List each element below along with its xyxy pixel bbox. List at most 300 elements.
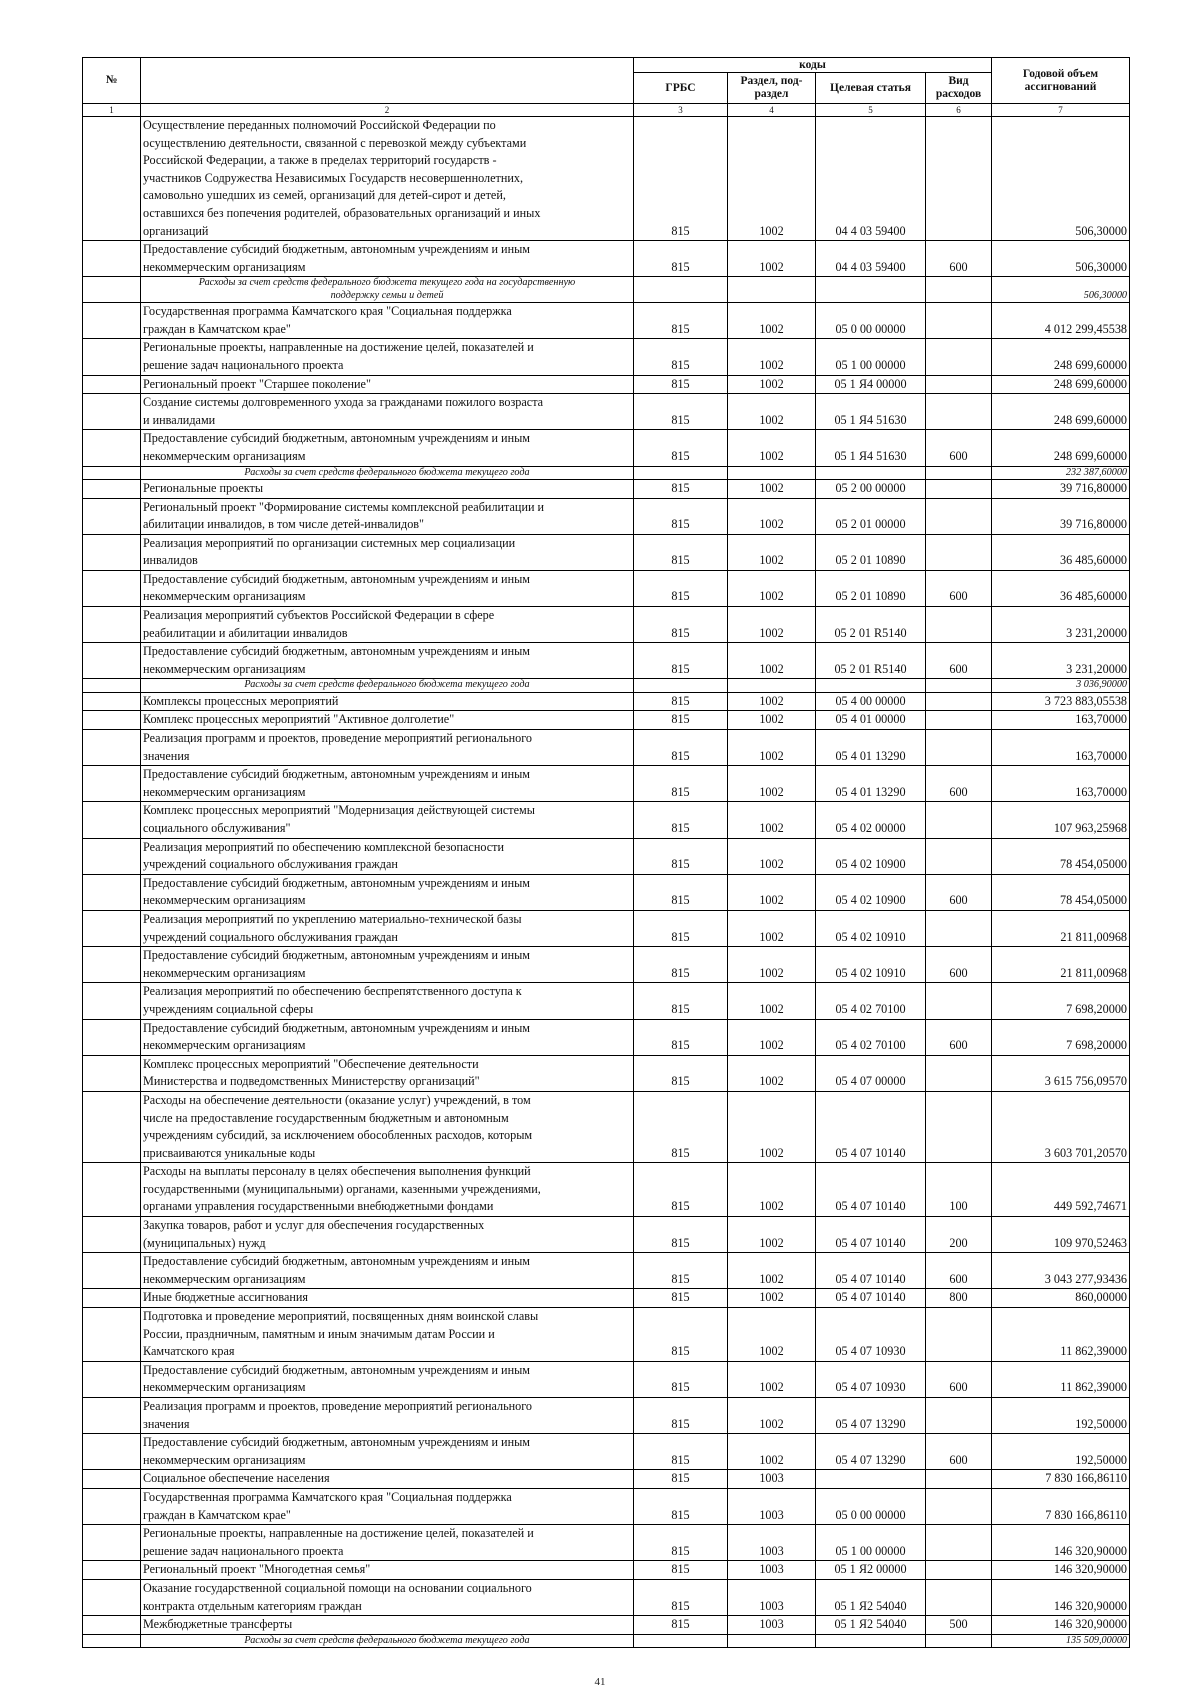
vid-cell — [926, 1398, 992, 1434]
target-cell: 05 2 00 00000 — [816, 479, 926, 498]
amount-cell: 506,30000 — [992, 241, 1130, 277]
num-cell — [83, 1361, 141, 1397]
razdel-cell: 1002 — [728, 766, 816, 802]
column-number: 2 — [141, 104, 634, 117]
razdel-cell: 1003 — [728, 1579, 816, 1615]
target-cell: 05 2 01 R5140 — [816, 643, 926, 679]
name-line: инвалидов — [143, 553, 198, 568]
vid-cell: 600 — [926, 1253, 992, 1289]
vid-cell — [926, 117, 992, 241]
grbs-cell: 815 — [634, 983, 728, 1019]
column-number: 5 — [816, 104, 926, 117]
table-row — [83, 394, 1130, 430]
column-number: 4 — [728, 104, 816, 117]
name-line: некоммерческим организациям — [143, 589, 306, 604]
vid-cell — [926, 303, 992, 339]
table-row — [83, 1289, 1130, 1308]
name-line: Государственная программа Камчатского края "Социальная поддержка — [143, 304, 512, 319]
table-row — [83, 1434, 1130, 1470]
amount-cell: 192,50000 — [992, 1434, 1130, 1470]
column-number: 3 — [634, 104, 728, 117]
target-cell: 05 4 02 10900 — [816, 874, 926, 910]
name-cell — [141, 277, 634, 303]
razdel-cell: 1002 — [728, 479, 816, 498]
target-cell: 05 1 Я2 00000 — [816, 1561, 926, 1580]
num-cell — [83, 430, 141, 466]
grbs-cell: 815 — [634, 339, 728, 375]
name-line: Российской Федерации, а также в пределах территорий государств - — [143, 153, 497, 168]
grbs-cell: 815 — [634, 838, 728, 874]
vid-cell — [926, 1561, 992, 1580]
name-cell — [141, 117, 634, 241]
razdel-cell: 1002 — [728, 430, 816, 466]
name-cell — [141, 1163, 634, 1217]
razdel-cell — [728, 466, 816, 479]
name-cell — [141, 498, 634, 534]
table-row — [83, 692, 1130, 711]
grbs-cell: 815 — [634, 766, 728, 802]
grbs-cell: 815 — [634, 1434, 728, 1470]
name-line: Оказание государственной социальной помощи на основании социального — [143, 1580, 532, 1595]
vid-cell — [926, 466, 992, 479]
name-line: осуществлению деятельности, связанной с перевозкой между субъектами — [143, 135, 527, 150]
grbs-cell: 815 — [634, 1091, 728, 1162]
num-cell — [83, 1525, 141, 1561]
name-line: решение задач национального проекта — [143, 1543, 344, 1558]
razdel-cell: 1002 — [728, 339, 816, 375]
name-line: Комплекс процессных мероприятий "Обеспечение деятельности — [143, 1056, 479, 1071]
name-line: Расходы на обеспечение деятельности (оказание услуг) учреждений, в том — [143, 1092, 531, 1107]
header-name — [141, 58, 634, 104]
num-cell — [83, 711, 141, 730]
table-row — [83, 479, 1130, 498]
amount-cell: 109 970,52463 — [992, 1217, 1130, 1253]
name-cell — [141, 692, 634, 711]
amount-cell: 3 231,20000 — [992, 643, 1130, 679]
amount-cell: 449 592,74671 — [992, 1163, 1130, 1217]
name-line: Реализация мероприятий субъектов Российской Федерации в сфере — [143, 608, 495, 623]
num-cell — [83, 117, 141, 241]
num-cell — [83, 838, 141, 874]
name-cell — [141, 1091, 634, 1162]
grbs-cell: 815 — [634, 570, 728, 606]
table-row — [83, 117, 1130, 241]
razdel-cell: 1002 — [728, 838, 816, 874]
target-cell: 05 4 07 10140 — [816, 1163, 926, 1217]
grbs-cell: 815 — [634, 910, 728, 946]
target-cell — [816, 277, 926, 303]
num-cell — [83, 607, 141, 643]
amount-cell: 506,30000 — [992, 117, 1130, 241]
grbs-cell: 815 — [634, 1488, 728, 1524]
grbs-cell: 815 — [634, 692, 728, 711]
razdel-cell: 1002 — [728, 643, 816, 679]
name-line: государственными (муниципальными) органами, казенными учреждениями, — [143, 1181, 541, 1196]
amount-cell: 248 699,60000 — [992, 375, 1130, 394]
header-volume: Годовой объем ассигнований — [992, 58, 1130, 104]
name-cell — [141, 1398, 634, 1434]
name-line: Расходы на выплаты персоналу в целях обеспечения выполнения функций — [143, 1164, 531, 1179]
target-cell: 05 4 07 13290 — [816, 1434, 926, 1470]
name-cell — [141, 1634, 634, 1647]
target-cell: 04 4 03 59400 — [816, 117, 926, 241]
num-cell — [83, 1163, 141, 1217]
name-line: некоммерческим организациям — [143, 893, 306, 908]
razdel-cell: 1002 — [728, 607, 816, 643]
vid-cell — [926, 1091, 992, 1162]
grbs-cell: 815 — [634, 730, 728, 766]
amount-cell: 21 811,00968 — [992, 910, 1130, 946]
grbs-cell: 815 — [634, 711, 728, 730]
num-cell — [83, 1253, 141, 1289]
table-row — [83, 430, 1130, 466]
razdel-cell: 1002 — [728, 303, 816, 339]
amount-cell: 3 043 277,93436 — [992, 1253, 1130, 1289]
target-cell: 05 1 Я4 51630 — [816, 430, 926, 466]
table-row — [83, 947, 1130, 983]
name-line: организаций — [143, 223, 209, 238]
num-cell — [83, 1055, 141, 1091]
name-cell — [141, 874, 634, 910]
name-line: Предоставление субсидий бюджетным, автономным учреждениям и иным — [143, 431, 530, 446]
name-cell — [141, 1308, 634, 1362]
num-cell — [83, 1616, 141, 1635]
grbs-cell: 815 — [634, 1470, 728, 1489]
subtotal-row — [83, 466, 1130, 479]
target-cell: 05 4 07 10140 — [816, 1289, 926, 1308]
razdel-cell: 1003 — [728, 1616, 816, 1635]
num-cell — [83, 766, 141, 802]
grbs-cell: 815 — [634, 117, 728, 241]
amount-cell: 39 716,80000 — [992, 498, 1130, 534]
amount-cell: 192,50000 — [992, 1398, 1130, 1434]
table-row — [83, 1253, 1130, 1289]
vid-cell — [926, 479, 992, 498]
name-cell — [141, 766, 634, 802]
table-row — [83, 1616, 1130, 1635]
name-line: учреждений социального обслуживания граждан — [143, 857, 398, 872]
vid-cell — [926, 802, 992, 838]
target-cell: 05 4 07 00000 — [816, 1055, 926, 1091]
name-line: Предоставление субсидий бюджетным, автономным учреждениям и иным — [143, 644, 530, 659]
amount-cell: 21 811,00968 — [992, 947, 1130, 983]
num-cell — [83, 534, 141, 570]
table-row — [83, 607, 1130, 643]
razdel-cell: 1002 — [728, 1289, 816, 1308]
grbs-cell: 815 — [634, 1361, 728, 1397]
name-line: Расходы за счет средств федерального бюджета текущего года — [244, 679, 530, 691]
grbs-cell: 815 — [634, 1217, 728, 1253]
name-cell — [141, 679, 634, 692]
table-row — [83, 1561, 1130, 1580]
razdel-cell: 1003 — [728, 1470, 816, 1489]
name-line: некоммерческим организациям — [143, 1380, 306, 1395]
razdel-cell: 1002 — [728, 802, 816, 838]
grbs-cell — [634, 277, 728, 303]
razdel-cell: 1002 — [728, 1398, 816, 1434]
name-line: Реализация мероприятий по обеспечению комплексной безопасности — [143, 839, 505, 854]
target-cell: 05 1 00 00000 — [816, 339, 926, 375]
num-cell — [83, 394, 141, 430]
vid-cell — [926, 730, 992, 766]
target-cell: 05 4 02 10900 — [816, 838, 926, 874]
vid-cell: 600 — [926, 570, 992, 606]
vid-cell — [926, 1470, 992, 1489]
amount-cell: 78 454,05000 — [992, 874, 1130, 910]
num-cell — [83, 1308, 141, 1362]
name-line: России, праздничным, памятным и иным значимым датам России и — [143, 1326, 495, 1341]
grbs-cell: 815 — [634, 1289, 728, 1308]
razdel-cell: 1002 — [728, 1055, 816, 1091]
amount-cell: 248 699,60000 — [992, 430, 1130, 466]
name-line: Закупка товаров, работ и услуг для обеспечения государственных — [143, 1218, 485, 1233]
vid-cell: 800 — [926, 1289, 992, 1308]
name-line: учреждений социального обслуживания граждан — [143, 929, 398, 944]
grbs-cell: 815 — [634, 1616, 728, 1635]
razdel-cell: 1002 — [728, 874, 816, 910]
header-codes: коды — [634, 58, 992, 73]
vid-cell: 600 — [926, 1361, 992, 1397]
table-row — [83, 1525, 1130, 1561]
table-row — [83, 766, 1130, 802]
name-line: присваиваются уникальные коды — [143, 1145, 316, 1160]
table-row — [83, 1470, 1130, 1489]
name-line: Комплекс процессных мероприятий "Модернизация действующей системы — [143, 803, 535, 818]
name-line: Региональный проект "Старшее поколение" — [143, 376, 371, 391]
num-cell — [83, 874, 141, 910]
name-line: Предоставление субсидий бюджетным, автономным учреждениям и иным — [143, 875, 530, 890]
num-cell — [83, 1217, 141, 1253]
target-cell: 05 4 02 70100 — [816, 983, 926, 1019]
grbs-cell: 815 — [634, 1525, 728, 1561]
header-target: Целевая статья — [816, 73, 926, 104]
razdel-cell: 1002 — [728, 910, 816, 946]
vid-cell: 600 — [926, 947, 992, 983]
grbs-cell: 815 — [634, 303, 728, 339]
amount-cell: 146 320,90000 — [992, 1525, 1130, 1561]
name-line: Государственная программа Камчатского края "Социальная поддержка — [143, 1489, 512, 1504]
name-line: некоммерческим организациям — [143, 1038, 306, 1053]
table-row — [83, 643, 1130, 679]
name-line: Расходы за счет средств федерального бюджета текущего года — [244, 1634, 530, 1646]
column-number: 7 — [992, 104, 1130, 117]
grbs-cell: 815 — [634, 1055, 728, 1091]
amount-cell: 135 509,00000 — [992, 1634, 1130, 1647]
name-line: Предоставление субсидий бюджетным, автономным учреждениям и иным — [143, 767, 530, 782]
name-line: поддержку семьи и детей — [330, 289, 444, 301]
name-line: контракта отдельным категориям граждан — [143, 1598, 362, 1613]
name-line: учреждениям субсидий, за исключением обособленных расходов, которым — [143, 1128, 533, 1143]
name-line: абилитации инвалидов, в том числе детей-инвалидов" — [143, 517, 425, 532]
vid-cell — [926, 1525, 992, 1561]
name-line: Комплексы процессных мероприятий — [143, 693, 339, 708]
razdel-cell: 1002 — [728, 117, 816, 241]
table-row — [83, 534, 1130, 570]
razdel-cell: 1003 — [728, 1525, 816, 1561]
razdel-cell: 1002 — [728, 1163, 816, 1217]
target-cell: 05 4 00 00000 — [816, 692, 926, 711]
name-line: некоммерческим организациям — [143, 1271, 306, 1286]
target-cell: 05 4 02 10910 — [816, 947, 926, 983]
vid-cell: 200 — [926, 1217, 992, 1253]
amount-cell: 146 320,90000 — [992, 1579, 1130, 1615]
razdel-cell: 1003 — [728, 1488, 816, 1524]
amount-cell: 146 320,90000 — [992, 1616, 1130, 1635]
name-line: реабилитации и абилитации инвалидов — [143, 625, 348, 640]
razdel-cell: 1003 — [728, 1561, 816, 1580]
grbs-cell — [634, 679, 728, 692]
vid-cell: 600 — [926, 430, 992, 466]
grbs-cell: 815 — [634, 430, 728, 466]
name-line: граждан в Камчатском крае" — [143, 321, 291, 336]
vid-cell — [926, 692, 992, 711]
name-line: Комплекс процессных мероприятий "Активное долголетие" — [143, 712, 455, 727]
target-cell: 05 1 Я2 54040 — [816, 1579, 926, 1615]
amount-cell: 36 485,60000 — [992, 534, 1130, 570]
name-line: некоммерческим организациям — [143, 259, 306, 274]
razdel-cell: 1002 — [728, 241, 816, 277]
table-row — [83, 1163, 1130, 1217]
grbs-cell: 815 — [634, 1253, 728, 1289]
target-cell: 05 0 00 00000 — [816, 303, 926, 339]
name-line: Предоставление субсидий бюджетным, автономным учреждениям и иным — [143, 1435, 530, 1450]
amount-cell: 3 603 701,20570 — [992, 1091, 1130, 1162]
name-line: Региональные проекты, направленные на достижение целей, показателей и — [143, 1526, 534, 1541]
num-cell — [83, 1019, 141, 1055]
name-cell — [141, 1561, 634, 1580]
razdel-cell: 1002 — [728, 1091, 816, 1162]
target-cell: 05 4 02 00000 — [816, 802, 926, 838]
grbs-cell: 815 — [634, 1398, 728, 1434]
razdel-cell: 1002 — [728, 1361, 816, 1397]
target-cell: 04 4 03 59400 — [816, 241, 926, 277]
target-cell: 05 2 01 R5140 — [816, 607, 926, 643]
name-line: Реализация мероприятий по обеспечению беспрепятственного доступа к — [143, 984, 522, 999]
name-cell — [141, 838, 634, 874]
num-cell — [83, 730, 141, 766]
num-cell — [83, 679, 141, 692]
target-cell: 05 4 07 10140 — [816, 1091, 926, 1162]
grbs-cell: 815 — [634, 1163, 728, 1217]
grbs-cell: 815 — [634, 643, 728, 679]
num-cell — [83, 241, 141, 277]
razdel-cell: 1002 — [728, 394, 816, 430]
razdel-cell: 1002 — [728, 498, 816, 534]
name-cell — [141, 1488, 634, 1524]
target-cell: 05 4 07 10930 — [816, 1361, 926, 1397]
amount-cell: 3 723 883,05538 — [992, 692, 1130, 711]
name-line: Расходы за счет средств федерального бюджета текущего года — [244, 466, 530, 478]
name-line: числе на предоставление государственным бюджетным и автономным — [143, 1110, 509, 1125]
subtotal-row — [83, 277, 1130, 303]
razdel-cell: 1002 — [728, 711, 816, 730]
name-line: самовольно ушедших из семей, организаций для детей-сирот и детей, — [143, 188, 506, 203]
name-cell — [141, 479, 634, 498]
table-row — [83, 1361, 1130, 1397]
name-cell — [141, 1470, 634, 1489]
name-line: Предоставление субсидий бюджетным, автономным учреждениям и иным — [143, 1362, 530, 1377]
name-cell — [141, 1616, 634, 1635]
amount-cell: 163,70000 — [992, 711, 1130, 730]
table-row — [83, 498, 1130, 534]
num-cell — [83, 466, 141, 479]
num-cell — [83, 375, 141, 394]
amount-cell: 4 012 299,45538 — [992, 303, 1130, 339]
grbs-cell: 815 — [634, 375, 728, 394]
table-row — [83, 570, 1130, 606]
grbs-cell: 815 — [634, 241, 728, 277]
table-row — [83, 1579, 1130, 1615]
name-line: Реализация мероприятий по укреплению материально-технической базы — [143, 911, 522, 926]
num-cell — [83, 643, 141, 679]
razdel-cell: 1002 — [728, 1308, 816, 1362]
vid-cell — [926, 838, 992, 874]
grbs-cell: 815 — [634, 394, 728, 430]
name-cell — [141, 1055, 634, 1091]
header-vid: Вид расходов — [926, 73, 992, 104]
vid-cell: 100 — [926, 1163, 992, 1217]
amount-cell: 36 485,60000 — [992, 570, 1130, 606]
header-grbs: ГРБС — [634, 73, 728, 104]
razdel-cell: 1002 — [728, 534, 816, 570]
header-row-1 — [83, 58, 1130, 73]
name-line: Региональный проект "Формирование системы комплексной реабилитации и — [143, 499, 545, 514]
grbs-cell: 815 — [634, 1019, 728, 1055]
razdel-cell: 1002 — [728, 947, 816, 983]
name-line: Региональные проекты — [143, 480, 264, 495]
name-line: некоммерческим организациям — [143, 784, 306, 799]
amount-cell: 146 320,90000 — [992, 1561, 1130, 1580]
table-row — [83, 241, 1130, 277]
name-cell — [141, 430, 634, 466]
name-cell — [141, 1019, 634, 1055]
grbs-cell: 815 — [634, 947, 728, 983]
num-cell — [83, 1398, 141, 1434]
column-number: 1 — [83, 104, 141, 117]
name-line: Камчатского края — [143, 1344, 235, 1359]
name-line: Осуществление переданных полномочий Российской Федерации по — [143, 118, 496, 132]
razdel-cell: 1002 — [728, 692, 816, 711]
target-cell: 05 4 01 13290 — [816, 766, 926, 802]
num-cell — [83, 1470, 141, 1489]
amount-cell: 78 454,05000 — [992, 838, 1130, 874]
num-cell — [83, 1091, 141, 1162]
table-row — [83, 730, 1130, 766]
header-num: № — [83, 58, 141, 104]
amount-cell: 3 231,20000 — [992, 607, 1130, 643]
name-line: значения — [143, 1416, 190, 1431]
target-cell — [816, 679, 926, 692]
budget-table — [82, 57, 1130, 1648]
num-cell — [83, 1579, 141, 1615]
name-line: Расходы за счет средств федерального бюджета текущего года на государственную — [198, 277, 576, 289]
target-cell: 05 4 02 70100 — [816, 1019, 926, 1055]
name-line: участников Содружества Независимых Государств несовершеннолетних, — [143, 170, 524, 185]
vid-cell: 600 — [926, 643, 992, 679]
name-cell — [141, 375, 634, 394]
grbs-cell: 815 — [634, 874, 728, 910]
name-cell — [141, 466, 634, 479]
num-cell — [83, 910, 141, 946]
vid-cell — [926, 375, 992, 394]
name-line: Предоставление субсидий бюджетным, автономным учреждениям и иным — [143, 1020, 530, 1035]
vid-cell — [926, 983, 992, 1019]
name-line: Создание системы долговременного ухода за гражданами пожилого возраста — [143, 395, 544, 410]
num-cell — [83, 1561, 141, 1580]
amount-cell: 11 862,39000 — [992, 1308, 1130, 1362]
table-row — [83, 375, 1130, 394]
razdel-cell: 1002 — [728, 1434, 816, 1470]
